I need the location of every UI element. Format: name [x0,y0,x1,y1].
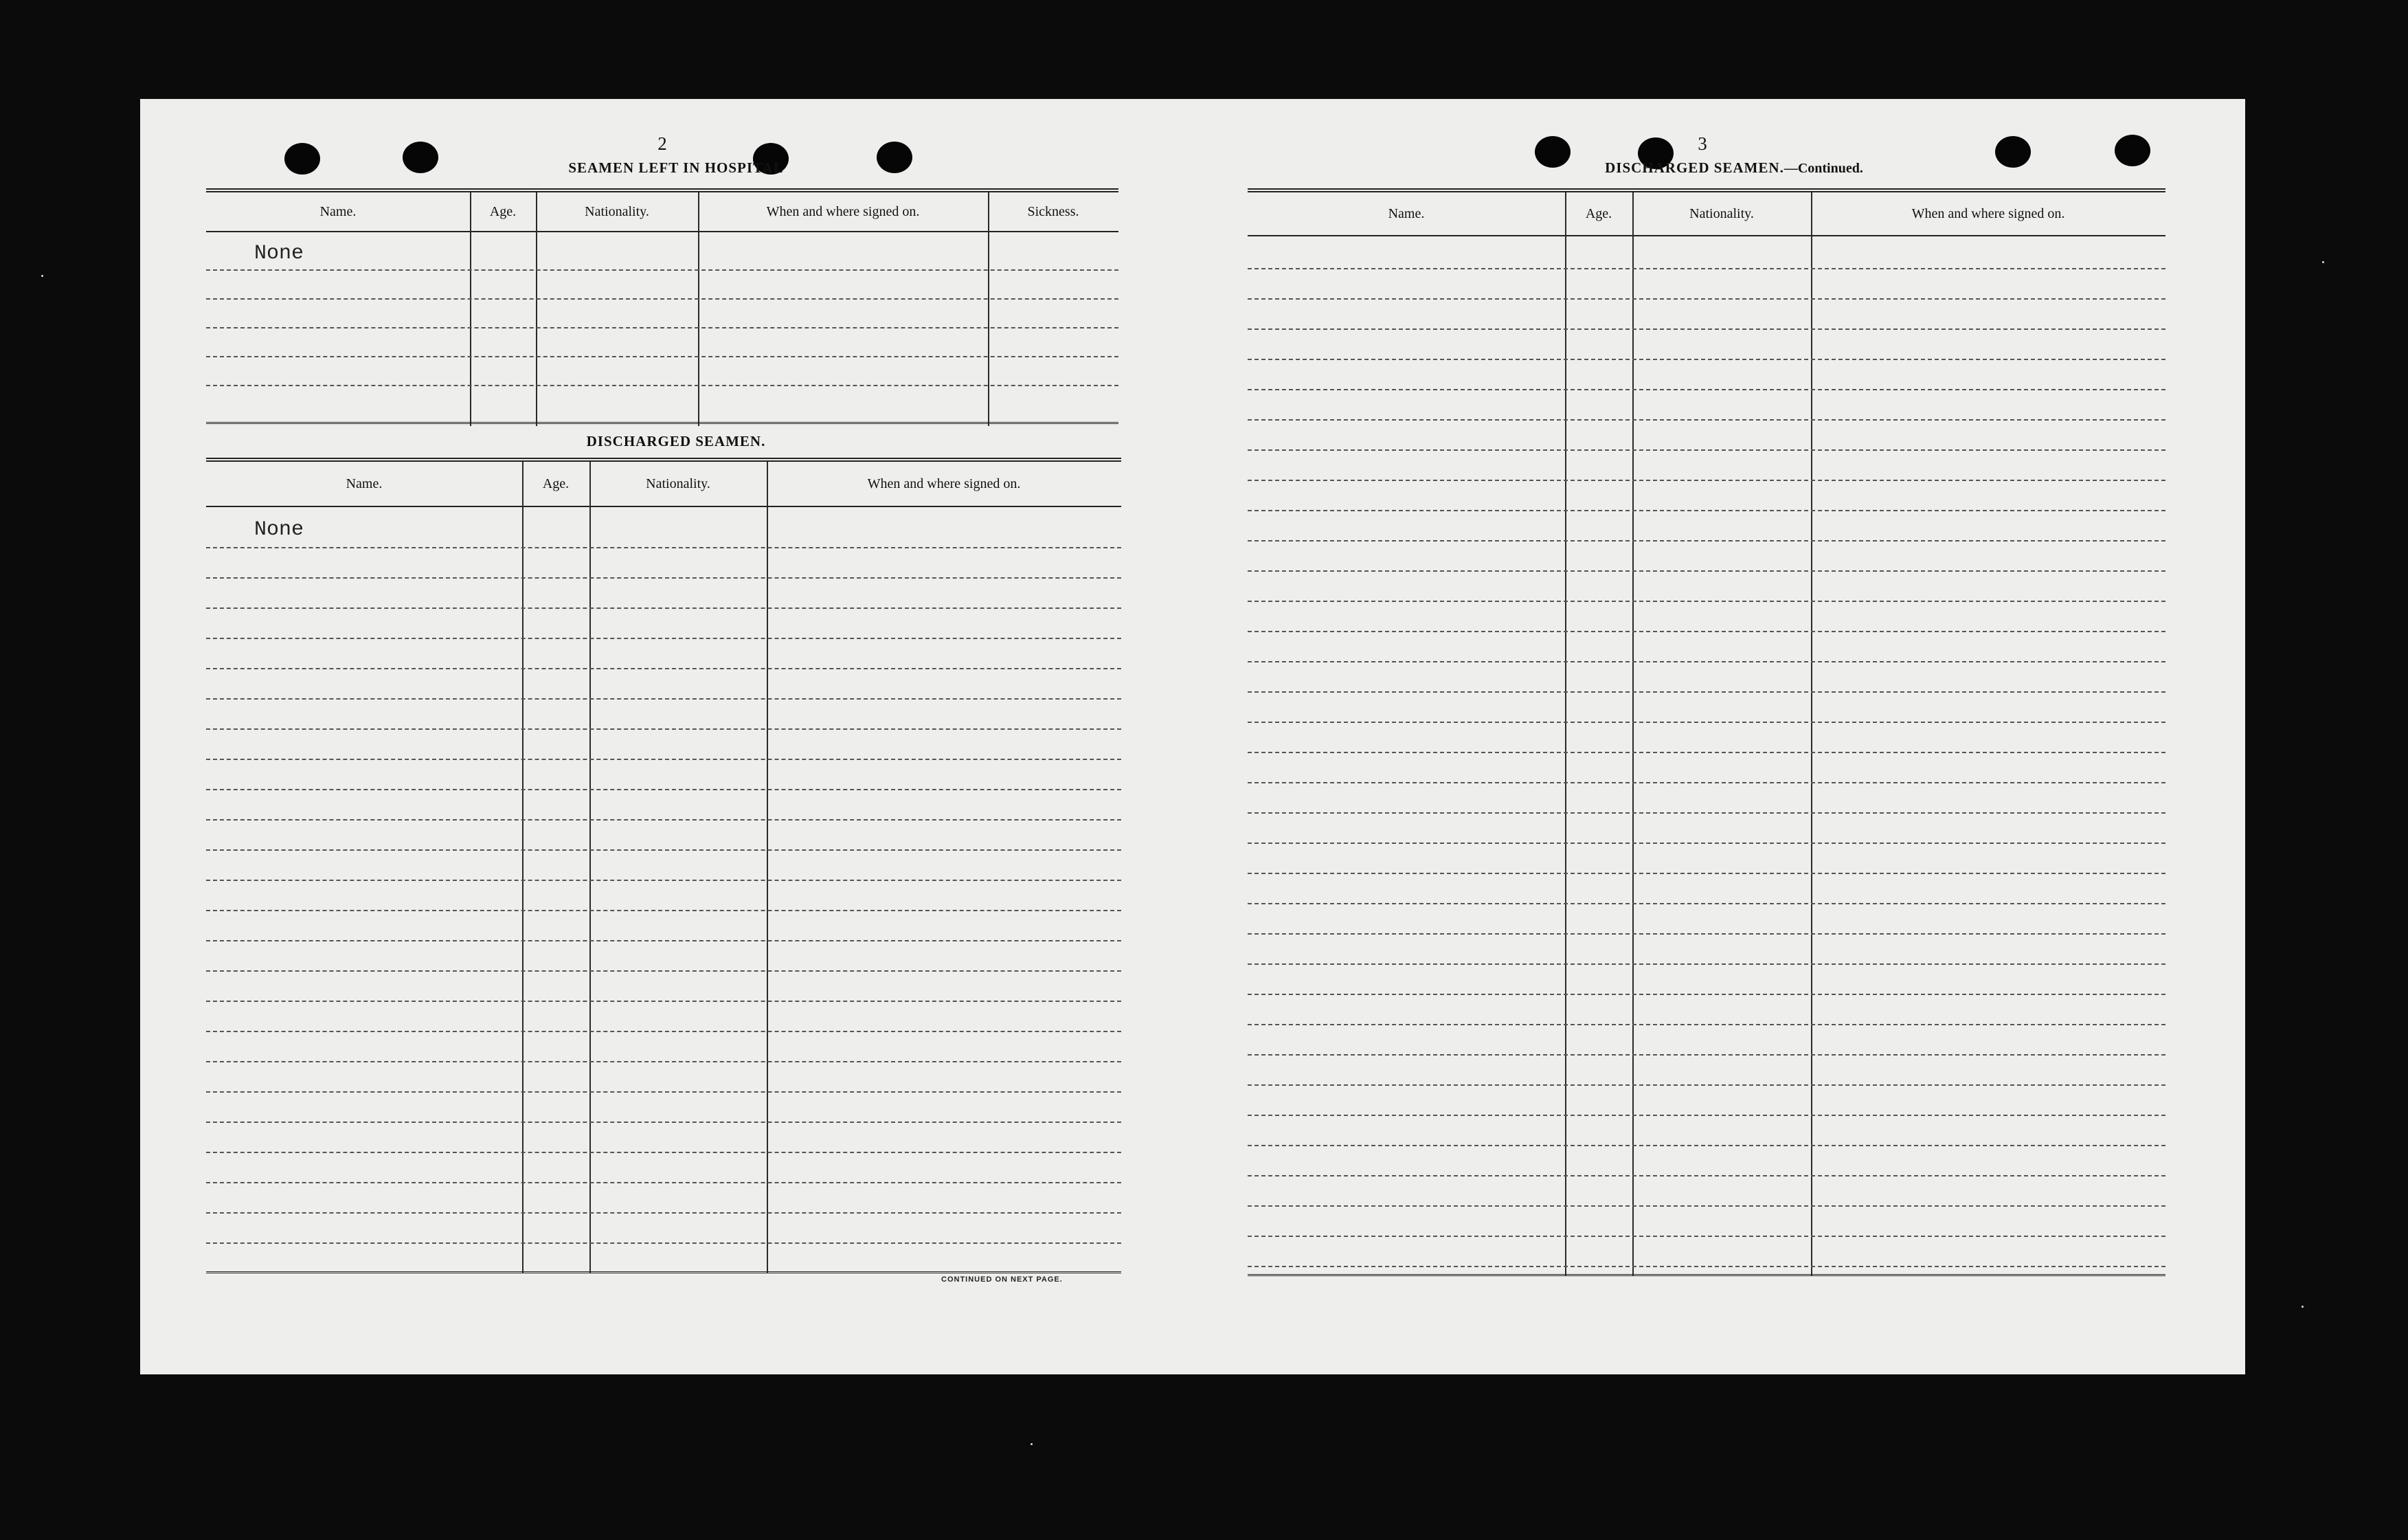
table-row [1248,449,2165,451]
table-header [206,462,1121,507]
table-row [1248,842,2165,844]
table-row [1248,691,2165,693]
section-title-discharged: DISCHARGED SEAMEN. [586,433,766,449]
table-row [1248,359,2165,360]
table-row [206,1121,1121,1123]
punch-hole [403,142,438,173]
table-row [206,789,1121,790]
table-row [1248,661,2165,662]
table-bottom-rule [1248,1274,2165,1276]
table-row [206,849,1121,851]
table-row [206,385,1118,386]
table-row [1248,601,2165,602]
punch-hole [877,142,912,173]
table-row [1248,389,2165,390]
table-header [1248,192,2165,236]
table-bottom-rule [206,422,1118,424]
table-row [1248,994,2165,995]
table-row [1248,903,2165,904]
header-signed-on: When and where signed on. [867,476,1021,491]
table-row [206,1001,1121,1002]
table-row [206,356,1118,357]
table-row [1248,1266,2165,1267]
table-row [1248,510,2165,511]
dust-speck [1031,1443,1033,1445]
table-row [206,1242,1121,1244]
table-row [206,698,1121,700]
column-rule [522,462,524,1273]
column-rule [1632,192,1634,1275]
column-rule [988,192,989,426]
table-row [206,910,1121,911]
page-number: 2 [657,133,667,154]
dust-speck [2302,1306,2304,1308]
discharged-table-right [1248,188,2165,1281]
table-row [1248,1236,2165,1237]
table-row [1248,1024,2165,1025]
table-row [206,970,1121,972]
header-sickness: Sickness. [1027,203,1079,219]
table-row [1248,963,2165,965]
table-row [1248,1054,2165,1056]
header-signed-on: When and where signed on. [1911,205,2065,221]
title-main: DISCHARGED SEAMEN. [1605,159,1784,176]
table-row [1248,1175,2165,1176]
ledger-sheet [140,99,2245,1374]
table-row [1248,480,2165,481]
column-rule [767,462,768,1273]
header-age: Age. [1585,205,1612,221]
continued-note: CONTINUED ON NEXT PAGE. [941,1275,1063,1284]
table-row [1248,782,2165,783]
header-nationality: Nationality. [1689,205,1754,221]
table-row [206,577,1121,579]
column-rule [470,192,471,426]
table-row [206,759,1121,760]
table-row [206,638,1121,639]
column-rule [536,192,537,426]
punch-hole [2115,135,2150,166]
table-row [1248,570,2165,572]
punch-hole [1995,136,2031,168]
table-row [1248,298,2165,300]
table-row [206,1212,1121,1214]
header-name: Name. [346,476,383,491]
table-row [1248,722,2165,723]
table-row [206,269,1118,271]
table-row [206,940,1121,941]
table-row [206,547,1121,548]
table-row [1248,752,2165,753]
discharged-entry-name: None [254,518,304,542]
table-row [206,607,1121,609]
table-row [206,298,1118,300]
column-rule [589,462,591,1273]
header-signed-on: When and where signed on. [766,203,920,219]
section-title-hospital: SEAMEN LEFT IN HOSPITAL [568,159,784,176]
header-age: Age. [489,203,517,219]
discharged-table-left [206,458,1121,1277]
table-row [1248,419,2165,421]
table-row [1248,812,2165,814]
table-row [1248,631,2165,632]
table-row [206,1091,1121,1093]
hospital-entry-name: None [254,242,304,265]
column-rule [698,192,699,426]
hospital-table [206,188,1118,426]
table-row [1248,328,2165,330]
table-row [206,1152,1121,1153]
table-row [206,880,1121,881]
table-row [1248,540,2165,542]
table-row [1248,1145,2165,1146]
header-nationality: Nationality. [585,203,649,219]
column-rule [1565,192,1566,1275]
page-number: 3 [1698,133,1707,154]
header-name: Name. [1388,205,1425,221]
header-name: Name. [319,203,357,219]
punch-hole [284,143,320,175]
table-row [206,728,1121,730]
section-title-discharged-continued [1549,159,1920,177]
table-bottom-rule [206,1271,1121,1273]
table-row [206,1182,1121,1183]
header-age: Age. [542,476,570,491]
table-header [206,192,1118,232]
dust-speck [2322,261,2324,263]
header-nationality: Nationality. [646,476,710,491]
table-row [1248,1205,2165,1207]
table-row [1248,1115,2165,1116]
table-row [206,1061,1121,1062]
table-row [1248,933,2165,935]
table-row [206,819,1121,821]
table-row [1248,873,2165,874]
column-rule [1811,192,1812,1275]
table-row [206,1031,1121,1032]
dust-speck [41,275,43,277]
table-row [206,327,1118,328]
title-continued: —Continued. [1784,161,1863,176]
table-row [1248,268,2165,269]
table-row [1248,1084,2165,1086]
table-row [206,668,1121,669]
